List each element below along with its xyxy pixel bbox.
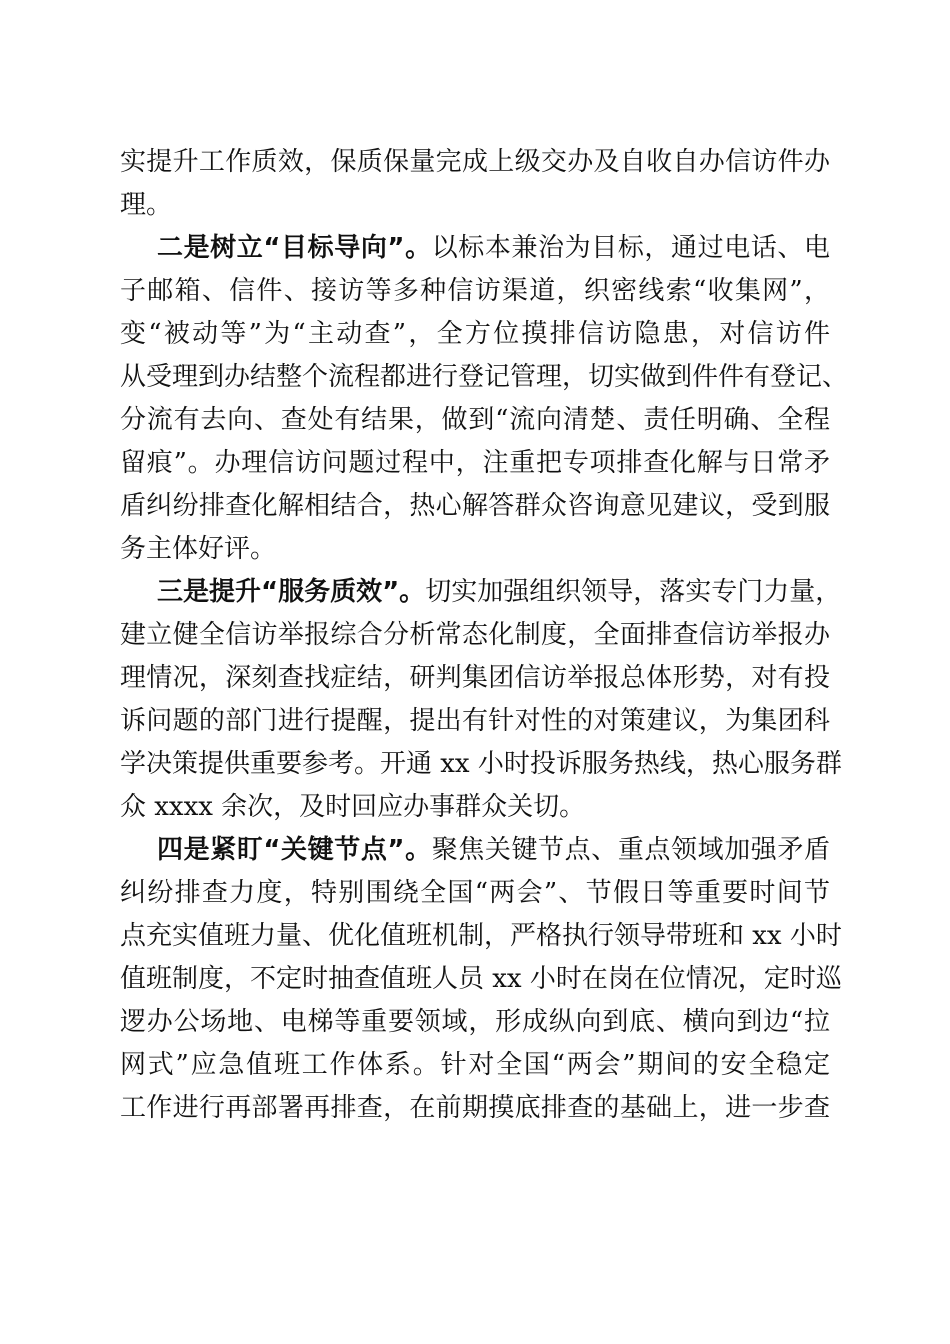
paragraph-2-line-8: [120, 527, 830, 571]
paragraph-heading: 二是树立“目标导向”。: [157, 233, 432, 263]
paragraph-3-line-2: [120, 613, 830, 657]
paragraph-text: 理。: [120, 190, 173, 220]
paragraph-text: 诉问题的部门进行提醒，提出有针对性的对策建议，为集团科: [120, 706, 830, 736]
paragraph-text: 网式”应急值班工作体系。针对全国“两会”期间的安全稳定: [120, 1050, 830, 1080]
paragraph-text: 盾纠纷排查化解相结合，热心解答群众咨询意见建议，受到服: [120, 491, 830, 521]
paragraph-4-line-6: [120, 1043, 830, 1087]
paragraph-2-line-5: [120, 398, 830, 442]
paragraph-text: 工作进行再部署再排查，在前期摸底排查的基础上，进一步查: [120, 1093, 830, 1123]
paragraph-text: 从受理到办结整个流程都进行登记管理，切实做到件件有登记、: [120, 362, 849, 392]
paragraph-text: 切实加强组织领导，落实专门力量，: [425, 577, 842, 607]
paragraph-text: 理情况，深刻查找症结，研判集团信访举报总体形势，对有投: [120, 663, 830, 693]
paragraph-text: 学决策提供重要参考。开通 xx 小时投诉服务热线，热心服务群: [120, 749, 842, 779]
paragraph-text: 务主体好评。: [120, 534, 277, 564]
paragraph-text: 实提升工作质效，保质保量完成上级交办及自收自办信访件办: [120, 147, 830, 177]
paragraph-3-line-1: [157, 570, 842, 614]
paragraph-text: 逻办公场地、电梯等重要领域，形成纵向到底、横向到边“拉: [120, 1007, 830, 1037]
paragraph-text: 以标本兼治为目标，通过电话、电: [431, 233, 830, 263]
paragraph-2-line-1: [157, 226, 830, 270]
paragraph-2-line-6: [120, 441, 830, 485]
paragraph-2-line-7: [120, 484, 830, 528]
paragraph-heading: 四是紧盯“关键节点”。: [157, 835, 432, 865]
paragraph-4-line-7: [120, 1086, 830, 1130]
paragraph-4-line-5: [120, 1000, 830, 1044]
paragraph-2-line-4: [120, 355, 849, 399]
paragraph-3-line-6: [120, 785, 830, 829]
paragraph-text: 值班制度，不定时抽查值班人员 xx 小时在岗在位情况，定时巡: [120, 964, 842, 994]
paragraph-text: 点充实值班力量、优化值班机制，严格执行领导带班和 xx 小时: [120, 921, 842, 951]
paragraph-text: 子邮箱、信件、接访等多种信访渠道，织密线索“收集网”，: [120, 276, 830, 306]
paragraph-3-line-3: [120, 656, 830, 700]
paragraph-3-line-5: [120, 742, 842, 786]
paragraph-4-line-4: [120, 957, 842, 1001]
paragraph-1-line-1: [120, 140, 830, 184]
paragraph-4-line-1: [157, 828, 830, 872]
paragraph-1-line-2: [120, 183, 830, 227]
paragraph-2-line-3: [120, 312, 830, 356]
paragraph-text: 分流有去向、查处有结果，做到“流向清楚、责任明确、全程: [120, 405, 830, 435]
paragraph-text: 纠纷排查力度，特别围绕全国“两会”、节假日等重要时间节: [120, 878, 830, 908]
paragraph-4-line-3: [120, 914, 842, 958]
paragraph-text: 众 xxxx 余次，及时回应办事群众关切。: [120, 792, 586, 822]
paragraph-text: 聚焦关键节点、重点领域加强矛盾: [431, 835, 830, 865]
paragraph-text: 建立健全信访举报综合分析常态化制度，全面排查信访举报办: [120, 620, 830, 650]
paragraph-3-line-4: [120, 699, 830, 743]
paragraph-4-line-2: [120, 871, 830, 915]
paragraph-2-line-2: [120, 269, 830, 313]
paragraph-text: 变“被动等”为“主动查”，全方位摸排信访隐患，对信访件: [120, 319, 830, 349]
paragraph-heading: 三是提升“服务质效”。: [157, 577, 426, 607]
paragraph-text: 留痕”。办理信访问题过程中，注重把专项排查化解与日常矛: [120, 448, 830, 478]
